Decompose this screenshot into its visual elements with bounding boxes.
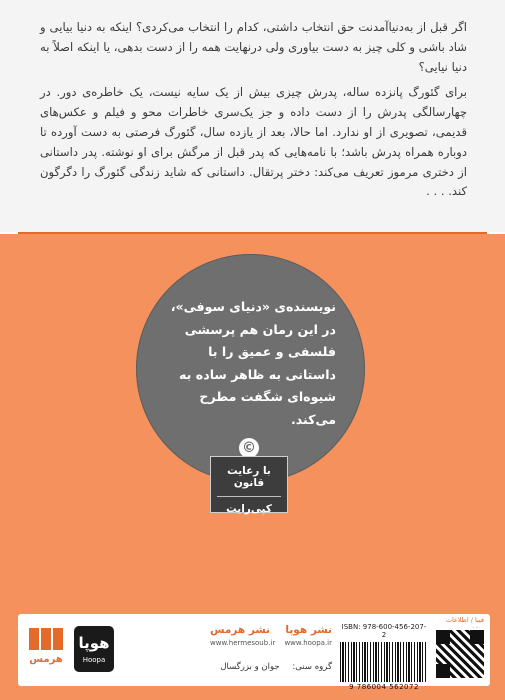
isbn-text: ISBN: 978-600-456-207-2 [341, 623, 427, 639]
age-group-value: جوان و بزرگسال [220, 662, 280, 672]
hoopa-logo-label: هوپا [78, 634, 110, 652]
blurb-paragraph-1: اگر قبل از به‌دنیاآمدنت حق انتخاب داشتی، کدام را انتخاب می‌کردی؟ اینکه به دنیا بیایی و شاد باشی و کلی چیز به دست بیاوری ولی درنهایت همه را از دست بدهی، یا اینکه اصلاً به دنیا نیایی؟ [40, 20, 467, 74]
qr-label: فیبا / اطلاعات [445, 616, 484, 624]
copyright-line-1: با رعایت قانون [227, 465, 271, 489]
age-group-label: گروه سنی: [292, 662, 332, 672]
hoopa-logo [74, 626, 114, 672]
hermes-logo [24, 622, 68, 678]
publisher-hermes-site: www.hermesoub.ir [210, 639, 276, 647]
publisher-hoopa-name: نشر هوپا [285, 624, 332, 636]
copyright-line-2: کپی‌رایت [226, 503, 272, 515]
publisher-hoopa [272, 624, 332, 647]
barcode-number: 9 786004 562072 [349, 683, 419, 691]
publisher-hermes-name: نشر هرمس [210, 624, 270, 636]
copyright-icon: © [239, 438, 259, 458]
footer-bar [18, 614, 490, 691]
hermes-mark-icon [24, 628, 68, 650]
back-cover-blurb [0, 18, 505, 208]
age-group [210, 662, 332, 672]
publisher-hermes [210, 624, 276, 647]
hoopa-logo-latin: Hoopa [82, 656, 106, 664]
hermes-logo-label: هرمس [29, 654, 63, 665]
blurb-paragraph-2: برای گئورگ پانزده ساله، پدرش چیزی بیش از یک سایه نیست، یک خاطره‌ی دور. در چهارسالگی پدرش را از دست داده و جز یک‌سری خاطرات محو و فیلم و عکس‌های قدیمی، تصویری از او ندارد. اما حالا، بعد از یازده سال، گئورگ فرصتی به دست آورده تا دوباره همراه پدرش باشد؛ با نامه‌هایی که پدر قبل از مرگش برای او نوشته. پدر داستانی از دختری مرموز تعریف می‌کند: دختر پرتقال. داستانی که شاید زندگی گئورگ را دگرگون کند. . . . [40, 85, 467, 199]
barcode-icon [340, 642, 428, 682]
copyright-separator [217, 496, 281, 497]
isbn-block [340, 623, 428, 691]
qr-code-icon [434, 628, 486, 680]
publisher-hoopa-site: www.hoopa.ir [284, 639, 332, 647]
author-quote: نویسنده‌ی «دنیای سوفی»، در این رمان هم پرسشی فلسفی و عمیق را با داستانی به ظاهر ساده به شیوه‌ای شگفت مطرح می‌کند. [170, 299, 336, 427]
copyright-badge [210, 456, 288, 513]
